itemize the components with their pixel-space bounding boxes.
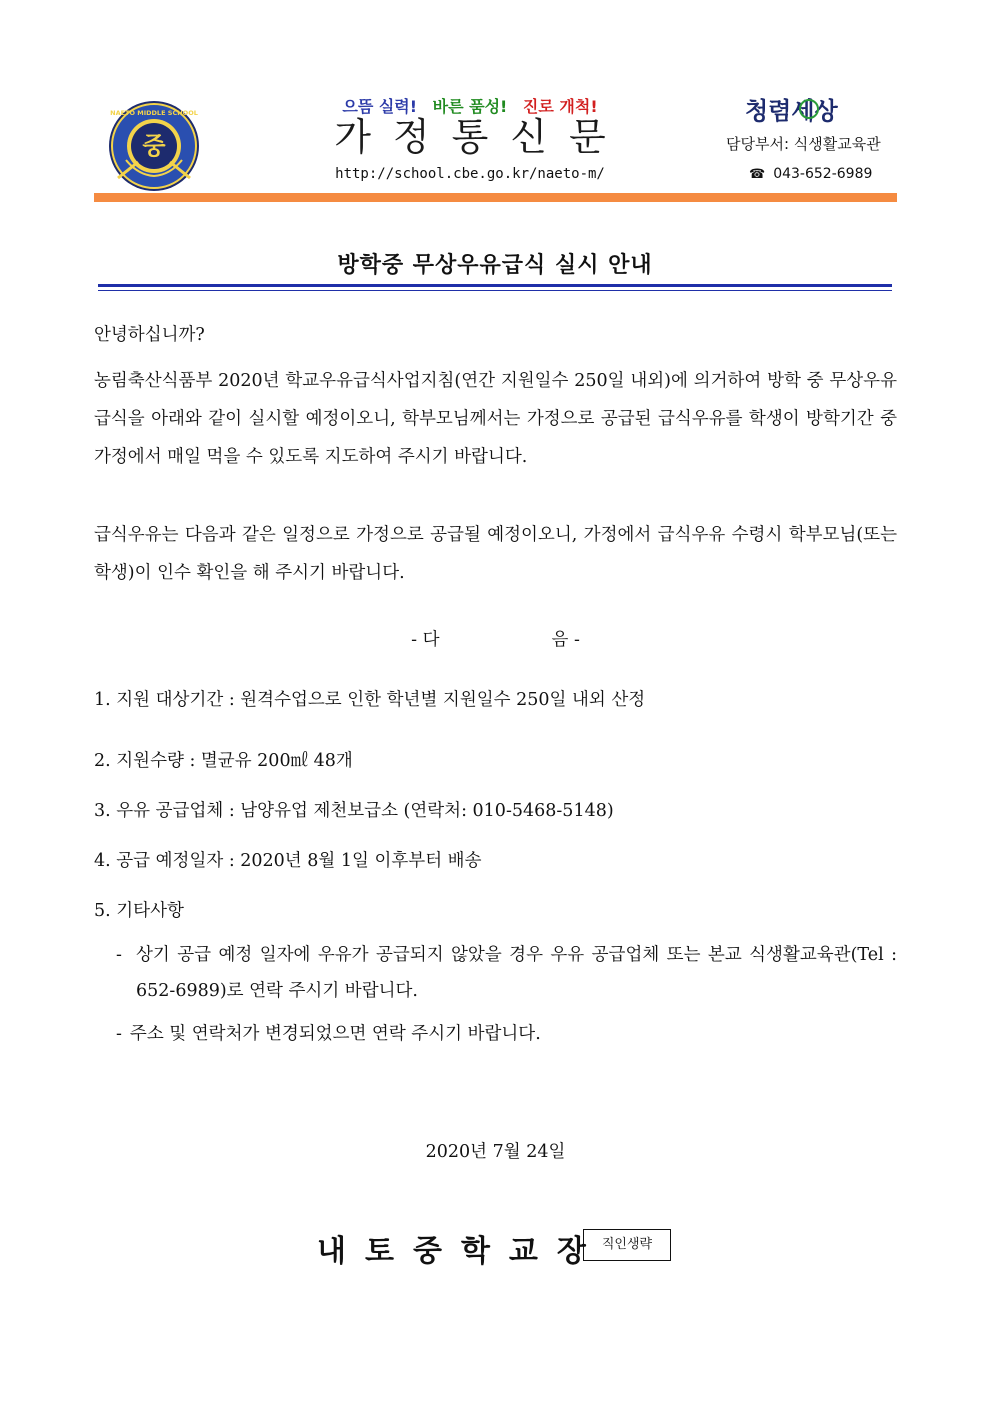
sub-item-2 [116, 1020, 541, 1045]
logo-center-text: 중 [142, 132, 166, 160]
newsletter-title: 가정통신문 [334, 115, 628, 159]
principal-signature: 내토중학교장 [317, 1234, 605, 1269]
seal-omitted-box: 직인생략 [583, 1229, 671, 1261]
header-divider [94, 193, 897, 202]
paragraph-1: 농림축산식품부 2020년 학교우유급식사업지침(연간 지원일수 250일 내외)에 의거하여 방학 중 무상우유급식을 아래와 같이 실시할 예정이오니, 학부모님께서는 가정으로 공급된 급식우유를 학생이 방학기간 중 가정에서 매일 먹을 수 있도록 지도하여 주시기 바랍니다. [94, 371, 897, 467]
brand-text: 청렴세상 [745, 96, 838, 125]
sub-item-1 [116, 937, 897, 1009]
list-item-1: 1. 지원 대상기간 : 원격수업으로 인한 학년별 지원일수 250일 내외 산정 [94, 690, 646, 710]
logo-ring-text: NAETO MIDDLE SCHOOL [110, 109, 198, 117]
sub-item-1-dash: - [116, 945, 122, 965]
title-divider [98, 284, 892, 291]
slogan-2: 바른 품성! [432, 97, 508, 116]
list-item-5: 5. 기타사항 [94, 901, 184, 921]
section-marker-right: 음 - [551, 630, 580, 650]
list-item-3: 3. 우유 공급업체 : 남양유업 제천보급소 (연락처: 010-5468-5148) [94, 801, 614, 821]
sub-item-1-text: 상기 공급 예정 일자에 우유가 공급되지 않았을 경우 우유 공급업체 또는 본교 식생활교육관(Tel : 652-6989)로 연락 주시기 바랍니다. [136, 945, 897, 1001]
list-item-2: 2. 지원수량 : 멸균유 200㎖ 48개 [94, 751, 353, 771]
department: 담당부서: 식생활교육관 [726, 135, 881, 153]
school-website[interactable]: http://school.cbe.go.kr/naeto-m/ [335, 166, 605, 182]
sub-item-2-text: 주소 및 연락처가 변경되었으면 연락 주시기 바랍니다. [129, 1024, 541, 1044]
sub-item-2-dash: - [116, 1024, 122, 1044]
phone-icon: ☎ [749, 167, 766, 182]
contact-phone [749, 166, 872, 182]
notice-title: 방학중 무상우유급식 실시 안내 [337, 252, 653, 278]
phone-number: 043-652-6989 [773, 166, 873, 182]
clean-world-logo [745, 92, 875, 128]
section-marker [94, 626, 897, 651]
greeting: 안녕하십니까? [94, 325, 205, 345]
school-logo [108, 100, 200, 192]
slogan-1: 으뜸 실력! [342, 97, 418, 116]
issue-date: 2020년 7월 24일 [425, 1142, 566, 1162]
list-item-4: 4. 공급 예정일자 : 2020년 8월 1일 이후부터 배송 [94, 851, 482, 871]
paragraph-2: 급식우유는 다음과 같은 일정으로 가정으로 공급될 예정이오니, 가정에서 급식우유 수령시 학부모님(또는 학생)이 인수 확인을 해 주시기 바랍니다. [94, 525, 897, 583]
section-marker-left: - 다 [411, 630, 440, 650]
slogan-3: 진로 개척! [522, 97, 598, 116]
